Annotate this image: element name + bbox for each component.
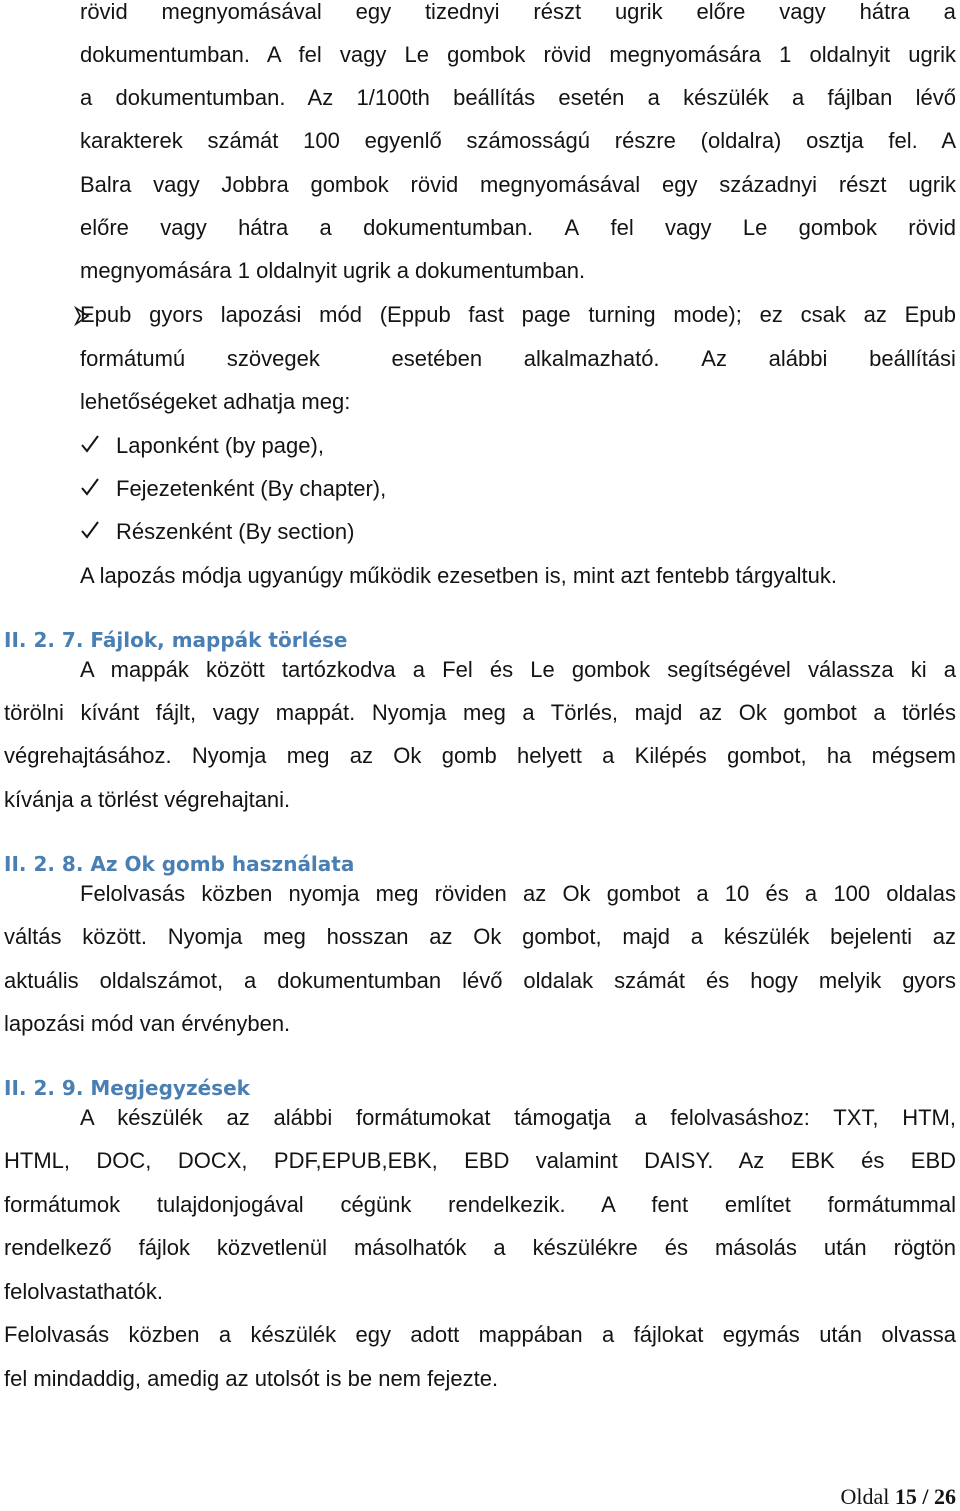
footer-total-pages: 26: [934, 1484, 956, 1509]
checkmark-icon: [80, 433, 100, 455]
section-229-line-6: Felolvasás közben a készülék egy adott mappában a fájlokat egymás után olvassa: [4, 1322, 956, 1347]
option-by-chapter: Fejezetenként (By chapter),: [116, 476, 387, 501]
section-229-line-7: fel mindaddig, amedig az utolsót is be nem fejezte.: [4, 1366, 499, 1391]
page-number-footer: [840, 1483, 956, 1511]
block1-line-2: dokumentumban. A fel vagy Le gombok rövid megnyomására 1 oldalnyit ugrik: [80, 42, 956, 67]
section-229-heading: II. 2. 9. Megjegyzések: [4, 1076, 250, 1100]
option-by-page: Laponként (by page),: [116, 433, 324, 458]
section-228-heading: II. 2. 8. Az Ok gomb használata: [4, 852, 355, 876]
checkmark-icon: [80, 519, 100, 541]
epub-line-3: lehetőségeket adhatja meg:: [80, 389, 351, 414]
section-228-line-2: váltás között. Nyomja meg hosszan az Ok gombot, majd a készülék bejelenti az: [4, 924, 956, 949]
block1-line-1: rövid megnyomásával egy tizednyi részt ugrik előre vagy hátra a: [80, 0, 956, 24]
footer-label: Oldal: [840, 1484, 890, 1509]
footer-current-page: 15: [894, 1484, 917, 1509]
block1-line-7: megnyomására 1 oldalnyit ugrik a dokumentumban.: [80, 258, 586, 283]
section-227-line-4: kívánja a törlést végrehajtani.: [4, 787, 291, 812]
epub-closing: A lapozás módja ugyanúgy működik ezesetben is, mint azt fentebb tárgyaltuk.: [80, 563, 837, 588]
section-228-line-4: lapozási mód van érvényben.: [4, 1011, 291, 1036]
section-229-line-1: A készülék az alábbi formátumokat támogatja a felolvasáshoz: TXT, HTM,: [80, 1105, 956, 1130]
section-229-line-4: rendelkező fájlok közvetlenül másolhatók a készülékre és másolás után rögtön: [4, 1235, 956, 1260]
block1-line-5: Balra vagy Jobbra gombok rövid megnyomásával egy századnyi részt ugrik: [80, 172, 956, 197]
section-229-line-3: formátumok tulajdonjogával cégünk rendelkezik. A fent említet formátummal: [4, 1192, 956, 1217]
block1-line-4: karakterek számát 100 egyenlő számosságú részre (oldalra) osztja fel. A: [80, 128, 956, 153]
section-228-line-1: Felolvasás közben nyomja meg röviden az Ok gombot a 10 és a 100 oldalas: [80, 881, 956, 906]
section-227-line-1: A mappák között tartózkodva a Fel és Le gombok segítségével válassza ki a: [80, 657, 956, 682]
checkmark-icon: [80, 476, 100, 498]
section-227-line-3: végrehajtásához. Nyomja meg az Ok gomb helyett a Kilépés gombot, ha mégsem: [4, 743, 956, 768]
footer-separator: /: [922, 1484, 929, 1509]
section-229-line-2: HTML, DOC, DOCX, PDF,EPUB,EBK, EBD valamint DAISY. Az EBK és EBD: [4, 1148, 956, 1173]
option-by-section: Részenként (By section): [116, 519, 355, 544]
section-228-line-3: aktuális oldalszámot, a dokumentumban lévő oldalak számát és hogy melyik gyors: [4, 968, 956, 993]
section-227-line-2: törölni kívánt fájlt, vagy mappát. Nyomja meg a Törlés, majd az Ok gombot a törlés: [4, 700, 956, 725]
block1-line-3: a dokumentumban. Az 1/100th beállítás esetén a készülék a fájlban lévő: [80, 85, 956, 110]
section-229-line-5: felolvastathatók.: [4, 1279, 163, 1304]
section-227-heading: II. 2. 7. Fájlok, mappák törlése: [4, 628, 348, 652]
block1-line-6: előre vagy hátra a dokumentumban. A fel vagy Le gombok rövid: [80, 215, 956, 240]
epub-line-2: formátumú szövegek esetében alkalmazható. Az alábbi beállítási: [80, 346, 956, 371]
epub-line-1: Epub gyors lapozási mód (Eppub fast page turning mode); ez csak az Epub: [80, 302, 956, 327]
